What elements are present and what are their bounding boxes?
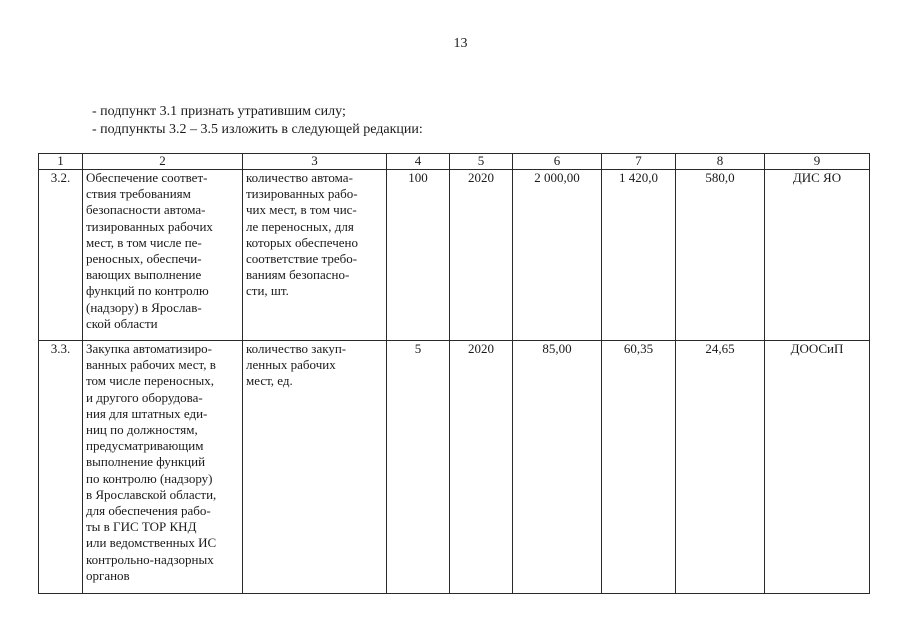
column-header: 3	[243, 154, 387, 170]
total-amount: 85,00	[513, 341, 602, 594]
table-row	[39, 341, 870, 594]
intro-text	[92, 103, 423, 139]
page-number: 13	[453, 36, 468, 51]
item-number: 3.3.	[39, 341, 83, 594]
column-header: 5	[450, 154, 513, 170]
year: 2020	[450, 170, 513, 341]
measure-name-text: Закупка автоматизиро- ванных рабочих мест, в том числе переносных, и другого оборудова- ния для штатных еди- ниц по должностям, предусматривающим выполнение функций по контролю (надзору) в Ярославской области, для обеспечения рабо- ты в ГИС ТОР КНД или ведомственных ИС контрольно-надзорных органов	[86, 341, 217, 583]
table-header-row	[39, 154, 870, 170]
indicator-name	[243, 341, 387, 594]
responsible-org: ДООСиП	[765, 341, 870, 594]
amount-col8: 580,0	[676, 170, 765, 341]
total-amount: 2 000,00	[513, 170, 602, 341]
intro-line-1: - подпункт 3.1 признать утратившим силу;	[92, 104, 346, 119]
column-header: 2	[83, 154, 243, 170]
amount-col8: 24,65	[676, 341, 765, 594]
column-header: 7	[602, 154, 676, 170]
indicator-name-text: количество закуп- ленных рабочих мест, ед.	[246, 341, 347, 389]
table-row	[39, 170, 870, 341]
measure-name-text: Обеспечение соответ- ствия требованиям безопасности автома- тизированных рабочих мест, в том числе пе- реносных, обеспечи- вающих выполнение функций по контролю (надзору) в Ярослав- ской области	[86, 170, 213, 331]
indicator-value: 100	[387, 170, 450, 341]
year: 2020	[450, 341, 513, 594]
indicator-value: 5	[387, 341, 450, 594]
measure-name	[83, 170, 243, 341]
amount-col7: 60,35	[602, 341, 676, 594]
column-header: 1	[39, 154, 83, 170]
column-header: 9	[765, 154, 870, 170]
intro-line-2: - подпункты 3.2 – 3.5 изложить в следующей редакции:	[92, 122, 423, 137]
measure-name	[83, 341, 243, 594]
item-number: 3.2.	[39, 170, 83, 341]
column-header: 4	[387, 154, 450, 170]
indicator-name-text: количество автома- тизированных рабо- чих мест, в том чис- ле переносных, для которых обеспечено соответствие требо- ваниям безопасно- сти, шт.	[246, 170, 358, 299]
measures-table	[38, 153, 870, 594]
indicator-name	[243, 170, 387, 341]
column-header: 8	[676, 154, 765, 170]
responsible-org: ДИС ЯО	[765, 170, 870, 341]
amount-col7: 1 420,0	[602, 170, 676, 341]
column-header: 6	[513, 154, 602, 170]
